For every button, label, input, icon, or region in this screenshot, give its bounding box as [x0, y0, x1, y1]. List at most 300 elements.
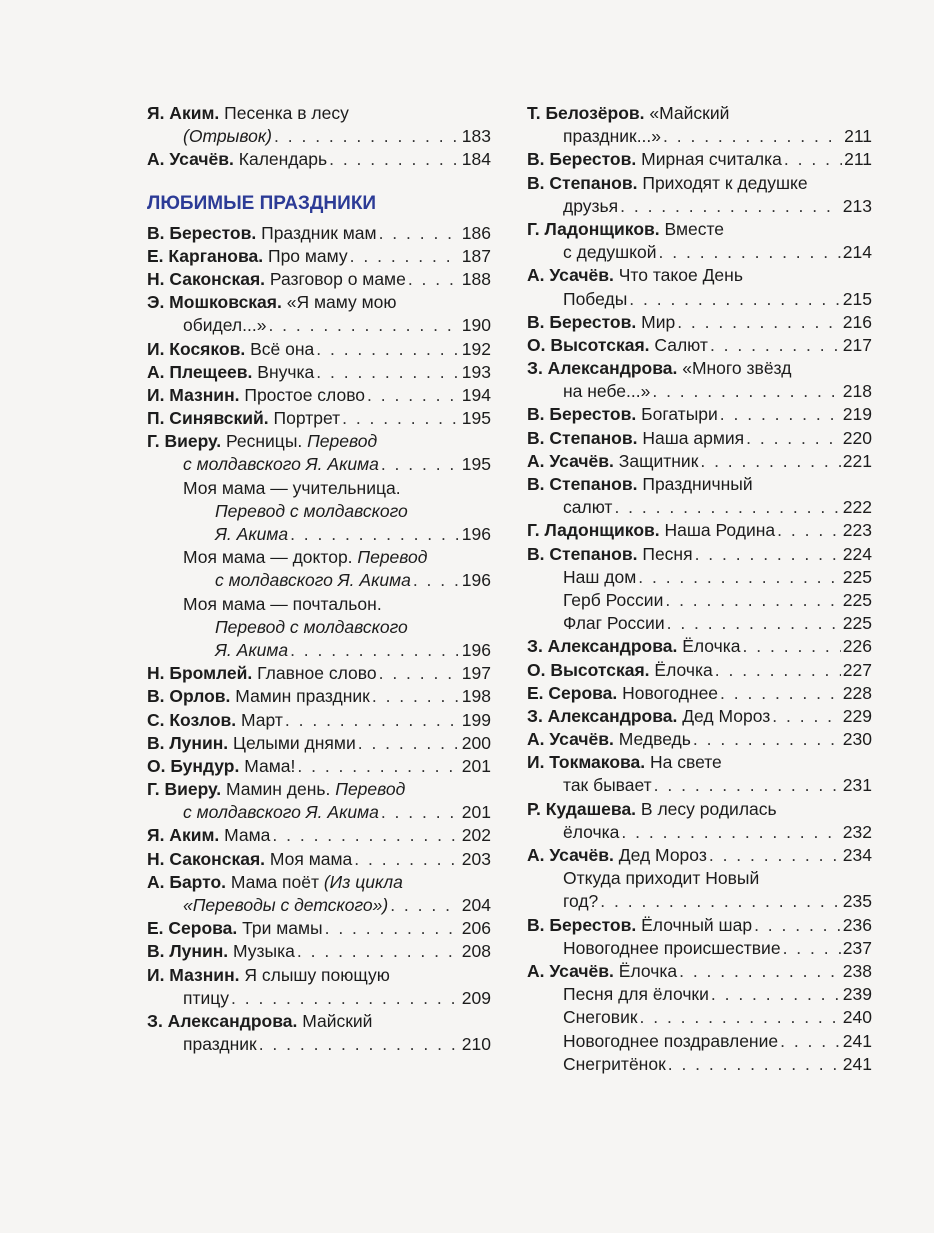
page-number: 204: [461, 895, 491, 915]
toc-line: [527, 1007, 872, 1030]
entry-title: Песенка в лесу: [219, 103, 349, 123]
dot-leader: [746, 428, 841, 449]
dot-leader: [654, 775, 841, 796]
toc-entry: [527, 683, 872, 706]
toc-line: [527, 636, 872, 659]
entry-author: В. Степанов.: [527, 172, 638, 193]
entry-author: З. Александрова.: [527, 705, 678, 726]
entry-author: Г. Ладонщиков.: [527, 218, 660, 239]
toc-line: [527, 891, 872, 914]
toc-line: [527, 729, 872, 752]
page-number: 203: [461, 848, 491, 869]
toc-line: [527, 961, 872, 984]
toc-line: [147, 246, 491, 269]
entry-author: Н. Саконская.: [147, 268, 266, 289]
toc-entry: [147, 292, 491, 338]
toc-line: [527, 868, 872, 891]
page-number: 227: [842, 659, 872, 680]
entry-title: Дед Мороз: [613, 845, 707, 865]
entry-note: Перевод: [335, 779, 406, 800]
entry-title: Мамин праздник: [230, 686, 370, 707]
toc-entry: [527, 799, 872, 845]
dot-leader: [711, 984, 841, 1005]
toc-entry: [527, 404, 872, 427]
toc-line: [147, 988, 491, 1011]
dot-leader: [614, 497, 840, 518]
dot-leader: [231, 988, 460, 1009]
toc-line: [147, 269, 491, 292]
dot-leader: [621, 822, 840, 843]
page-number: 210: [461, 1034, 491, 1055]
page-number: 235: [842, 891, 872, 912]
toc-line: [147, 126, 491, 149]
entry-note: (Из цикла: [323, 871, 403, 892]
toc-entry: [527, 265, 872, 311]
page-number: 236: [842, 914, 872, 935]
toc-entry: [147, 686, 491, 709]
page-number: 192: [461, 338, 491, 359]
dot-leader: [329, 149, 460, 170]
toc-line: [527, 520, 872, 543]
dot-leader: [720, 404, 841, 425]
toc-line: [147, 292, 491, 315]
toc-line: [147, 941, 491, 964]
dot-leader: [272, 825, 459, 846]
toc-line: [527, 1031, 872, 1054]
toc-line: [527, 775, 872, 798]
dot-leader: [709, 845, 841, 866]
entry-title: птицу: [183, 987, 230, 1008]
dot-leader: [710, 335, 841, 356]
dot-leader: [677, 312, 841, 333]
page-number: 222: [842, 497, 872, 518]
toc-column-left: [147, 103, 491, 1057]
toc-entry: [147, 431, 491, 477]
entry-author: А. Плещеев.: [147, 361, 253, 382]
entry-title: Мама поёт: [226, 871, 324, 892]
dot-leader: [659, 242, 841, 263]
entry-author: С. Козлов.: [147, 709, 237, 730]
dot-leader: [695, 544, 841, 565]
entry-author: А. Усачёв.: [527, 729, 614, 750]
page-number: 201: [461, 802, 491, 823]
toc-entry: [527, 961, 872, 984]
entry-author: Э. Мошковская.: [147, 292, 282, 313]
toc-line: [527, 706, 872, 729]
dot-leader: [350, 246, 460, 267]
toc-entry: [147, 362, 491, 385]
toc-line: [527, 196, 872, 219]
dot-leader: [268, 315, 459, 336]
toc-line: [527, 173, 872, 196]
page-number: 240: [842, 1007, 872, 1028]
dot-leader: [408, 269, 460, 290]
toc-entry: [527, 660, 872, 683]
entry-title: Песня: [637, 543, 693, 564]
dot-leader: [290, 640, 460, 661]
entry-title: Праздничный: [637, 474, 753, 494]
dot-leader: [700, 451, 840, 472]
entry-title: «Много звёзд: [677, 358, 792, 379]
page-number: 216: [842, 311, 872, 332]
entry-author: В. Лунин.: [147, 941, 229, 962]
entry-author: З. Александрова.: [527, 636, 678, 657]
toc-entry: [527, 1054, 872, 1077]
entry-author: В. Лунин.: [147, 732, 229, 753]
dot-leader: [316, 362, 460, 383]
toc-line: [527, 984, 872, 1007]
entry-title: Портрет: [268, 408, 341, 429]
dot-leader: [372, 686, 460, 707]
toc-entry: [527, 520, 872, 543]
entry-title: Моя мама — учительница.: [183, 477, 401, 498]
toc-line: [527, 265, 872, 288]
toc-line: [147, 802, 491, 825]
entry-author: А. Усачёв.: [527, 450, 614, 471]
entry-title: Я слышу поющую: [239, 964, 390, 985]
dot-leader: [379, 223, 460, 244]
page-number: 223: [842, 520, 872, 541]
dot-leader: [754, 915, 841, 936]
toc-entry: [527, 173, 872, 219]
dot-leader: [783, 938, 841, 959]
toc-line: [147, 1011, 491, 1034]
dot-leader: [316, 339, 460, 360]
dot-leader: [297, 941, 460, 962]
entry-author: А. Усачёв.: [527, 845, 614, 865]
entry-title: Наша армия: [637, 427, 745, 448]
page-number: 214: [842, 242, 872, 263]
dot-leader: [620, 196, 841, 217]
dot-leader: [274, 126, 460, 147]
toc-entry: [527, 752, 872, 798]
entry-title: Ёлочка: [677, 636, 741, 657]
toc-entry: [147, 408, 491, 431]
entry-note: Я. Акима: [215, 524, 289, 544]
entry-title: Новогоднее поздравление: [563, 1030, 779, 1051]
entry-author: В. Берестов.: [527, 311, 637, 332]
toc-line: [147, 1034, 491, 1057]
toc-entry: [147, 478, 491, 548]
entry-author: Я. Аким.: [147, 825, 220, 846]
entry-note: (Отрывок): [183, 126, 273, 147]
entry-title: Вместе: [659, 218, 725, 239]
toc-line: [527, 404, 872, 427]
toc-line: [527, 544, 872, 567]
toc-line: [147, 103, 491, 126]
toc-line: [527, 219, 872, 242]
entry-author: И. Мазнин.: [147, 384, 240, 405]
entry-title: Медведь: [613, 729, 691, 750]
entry-author: И. Мазнин.: [147, 964, 240, 985]
entry-author: Е. Серова.: [147, 918, 238, 939]
dot-leader: [381, 454, 460, 475]
page-number: 195: [461, 408, 491, 429]
entry-author: П. Синявский.: [147, 408, 269, 429]
page-number: 183: [461, 126, 491, 147]
toc-entry: [527, 219, 872, 265]
entry-note: «Переводы с детского»): [183, 895, 389, 915]
page-number: 201: [461, 755, 491, 776]
dot-leader: [784, 149, 842, 170]
toc-line: [527, 358, 872, 381]
toc-entry: [527, 590, 872, 613]
page-number: 211: [844, 126, 872, 147]
toc-line: [147, 617, 491, 640]
page-number: 229: [842, 705, 872, 726]
page-number: 200: [461, 732, 491, 753]
page-number: 211: [844, 149, 872, 170]
entry-title: Про маму: [263, 245, 348, 266]
entry-author: Г. Виеру.: [147, 779, 222, 800]
dot-leader: [390, 895, 460, 916]
entry-title: «Майский: [644, 103, 730, 123]
toc-line: [527, 312, 872, 335]
entry-title: Снеговик: [563, 1007, 638, 1028]
dot-leader: [720, 683, 841, 704]
page-number: 225: [842, 589, 872, 610]
toc-line: [527, 683, 872, 706]
toc-line: [527, 567, 872, 590]
entry-title: Простое слово: [239, 384, 366, 405]
page-number: 238: [842, 960, 872, 981]
toc-line: [527, 451, 872, 474]
dot-leader: [285, 710, 460, 731]
toc-entry: [527, 567, 872, 590]
page-number: 199: [461, 709, 491, 730]
toc-line: [147, 918, 491, 941]
entry-title: ёлочка: [563, 821, 620, 842]
dot-leader: [715, 660, 841, 681]
toc-line: [147, 223, 491, 246]
page-number: 198: [461, 686, 491, 707]
toc-line: [147, 339, 491, 362]
dot-leader: [652, 381, 840, 402]
toc-entry: [527, 938, 872, 961]
toc-entry: [147, 594, 491, 664]
toc-line: [147, 594, 491, 617]
entry-author: В. Берестов.: [527, 404, 637, 425]
toc-line: [147, 640, 491, 663]
dot-leader: [367, 385, 460, 406]
entry-author: В. Степанов.: [527, 543, 638, 564]
entry-title: Март: [236, 709, 283, 730]
toc-entry: [147, 663, 491, 686]
entry-author: А. Барто.: [147, 871, 227, 892]
dot-leader: [665, 590, 840, 611]
entry-title: Ёлочка: [613, 960, 678, 981]
entry-author: И. Токмакова.: [527, 752, 646, 773]
toc-entry: [147, 849, 491, 872]
entry-title: Календарь: [233, 149, 328, 170]
toc-line: [147, 385, 491, 408]
entry-title: Праздник мам: [256, 222, 377, 243]
entry-note: Перевод: [357, 547, 428, 568]
toc-line: [147, 663, 491, 686]
entry-title: салют: [563, 497, 613, 518]
page-number: 231: [842, 775, 872, 796]
page-number: 232: [842, 821, 872, 842]
page-number: 241: [842, 1030, 872, 1051]
toc-entry: [147, 246, 491, 269]
entry-title: Приходят к дедушке: [637, 172, 808, 193]
entry-title: Дед Мороз: [677, 705, 771, 726]
toc-entry: [527, 335, 872, 358]
entry-author: И. Косяков.: [147, 338, 246, 359]
entry-author: В. Берестов.: [147, 222, 257, 243]
toc-entry: [527, 474, 872, 520]
entry-author: В. Орлов.: [147, 686, 231, 707]
toc-entry: [147, 223, 491, 246]
toc-line: [147, 756, 491, 779]
entry-title: Снегритёнок: [563, 1053, 666, 1074]
entry-title: с дедушкой: [563, 242, 657, 263]
page-number: 213: [842, 195, 872, 216]
entry-title: так бывает: [563, 775, 652, 796]
toc-entry: [147, 339, 491, 362]
toc-line: [527, 242, 872, 265]
page-number: 206: [461, 918, 491, 939]
entry-title: В лесу родилась: [636, 798, 777, 819]
toc-line: [147, 686, 491, 709]
dot-leader: [663, 126, 842, 147]
entry-author: З. Александрова.: [527, 358, 678, 379]
page-number: 230: [842, 729, 872, 750]
toc-line: [527, 799, 872, 822]
entry-title: обидел...»: [183, 315, 267, 336]
toc-entry: [527, 103, 872, 149]
entry-title: «Я маму мою: [281, 292, 397, 313]
toc-entry: [527, 312, 872, 335]
toc-line: [147, 710, 491, 733]
toc-entry: [147, 825, 491, 848]
dot-leader: [358, 733, 460, 754]
entry-title: Ёлочный шар: [636, 914, 753, 935]
entry-title: Ёлочка: [649, 659, 713, 680]
entry-author: В. Степанов.: [527, 427, 638, 448]
entry-title: Музыка: [228, 941, 295, 962]
toc-line: [527, 915, 872, 938]
entry-title: Что такое День: [613, 265, 743, 286]
entry-note: Перевод: [307, 431, 378, 452]
page-number: 194: [461, 384, 491, 405]
entry-author: О. Бундур.: [147, 755, 240, 776]
page-number: 224: [842, 543, 872, 564]
toc-entry: [527, 845, 872, 868]
page-number: 196: [461, 570, 491, 591]
entry-author: В. Степанов.: [527, 474, 638, 494]
entry-title: праздник: [183, 1034, 257, 1055]
dot-leader: [777, 520, 841, 541]
entry-author: Т. Белозёров.: [527, 103, 645, 123]
toc-entry: [147, 756, 491, 779]
page-number: 208: [461, 941, 491, 962]
dot-leader: [668, 1054, 841, 1075]
entry-title: Мама: [219, 825, 271, 846]
toc-line: [147, 431, 491, 454]
toc-line: [147, 895, 491, 918]
entry-title: Целыми днями: [228, 732, 356, 753]
entry-title: Ресницы.: [221, 431, 308, 452]
toc-entry: [527, 1007, 872, 1030]
dot-leader: [667, 613, 841, 634]
toc-line: [147, 965, 491, 988]
entry-author: А. Усачёв.: [527, 960, 614, 981]
entry-title: Мама!: [239, 755, 296, 776]
dot-leader: [290, 524, 460, 545]
toc-entry: [527, 984, 872, 1007]
page-number: 193: [461, 361, 491, 382]
entry-title: Моя мама — доктор.: [183, 547, 358, 568]
dot-leader: [743, 636, 841, 657]
page-number: 215: [842, 288, 872, 309]
entry-title: Моя мама: [265, 848, 353, 869]
page-number: 196: [461, 524, 491, 544]
entry-title: Новогоднее происшествие: [563, 937, 781, 958]
entry-note: Перевод с молдавского: [215, 616, 408, 637]
toc-entry: [147, 779, 491, 825]
toc-line: [147, 408, 491, 431]
toc-entry: [147, 269, 491, 292]
toc-line: [527, 938, 872, 961]
toc-line: [147, 825, 491, 848]
toc-entry: [527, 729, 872, 752]
toc-line: [147, 547, 491, 570]
entry-author: Г. Виеру.: [147, 431, 222, 452]
entry-author: А. Усачёв.: [147, 149, 234, 170]
toc-line: [527, 660, 872, 683]
page-number: 209: [461, 987, 491, 1008]
entry-title: На свете: [645, 752, 722, 773]
toc-line: [147, 849, 491, 872]
page-number: 190: [461, 315, 491, 336]
toc-entry: [147, 149, 491, 172]
entry-title: Мир: [636, 311, 676, 332]
page-number: 241: [842, 1053, 872, 1074]
toc-line: [147, 149, 491, 172]
entry-title: Новогоднее: [617, 682, 719, 703]
entry-title: Герб России: [563, 589, 664, 610]
toc-entry: [147, 385, 491, 408]
page-number: 225: [842, 566, 872, 587]
dot-leader: [379, 663, 460, 684]
page-number: 202: [461, 825, 491, 846]
dot-leader: [413, 570, 460, 591]
toc-entry: [527, 428, 872, 451]
dot-leader: [629, 289, 841, 310]
toc-entry: [147, 918, 491, 941]
entry-title: Главное слово: [252, 663, 377, 684]
entry-title: Всё она: [245, 338, 315, 359]
dot-leader: [342, 408, 460, 429]
page-number: 225: [842, 613, 872, 634]
page-number: 184: [461, 149, 491, 170]
entry-author: Н. Саконская.: [147, 848, 266, 869]
dot-leader: [638, 567, 841, 588]
entry-title: Моя мама — почтальон.: [183, 593, 382, 614]
entry-author: Р. Кудашева.: [527, 798, 637, 819]
entry-title: Мамин день.: [221, 779, 336, 800]
entry-title: Флаг России: [563, 613, 665, 634]
toc-entry: [147, 872, 491, 918]
page-number: 221: [842, 450, 872, 471]
entry-author: Е. Карганова.: [147, 245, 264, 266]
toc-line: [147, 570, 491, 593]
toc-line: [527, 752, 872, 775]
toc-line: [527, 845, 872, 868]
entry-title: год?: [563, 891, 599, 912]
page-number: 196: [461, 639, 491, 660]
